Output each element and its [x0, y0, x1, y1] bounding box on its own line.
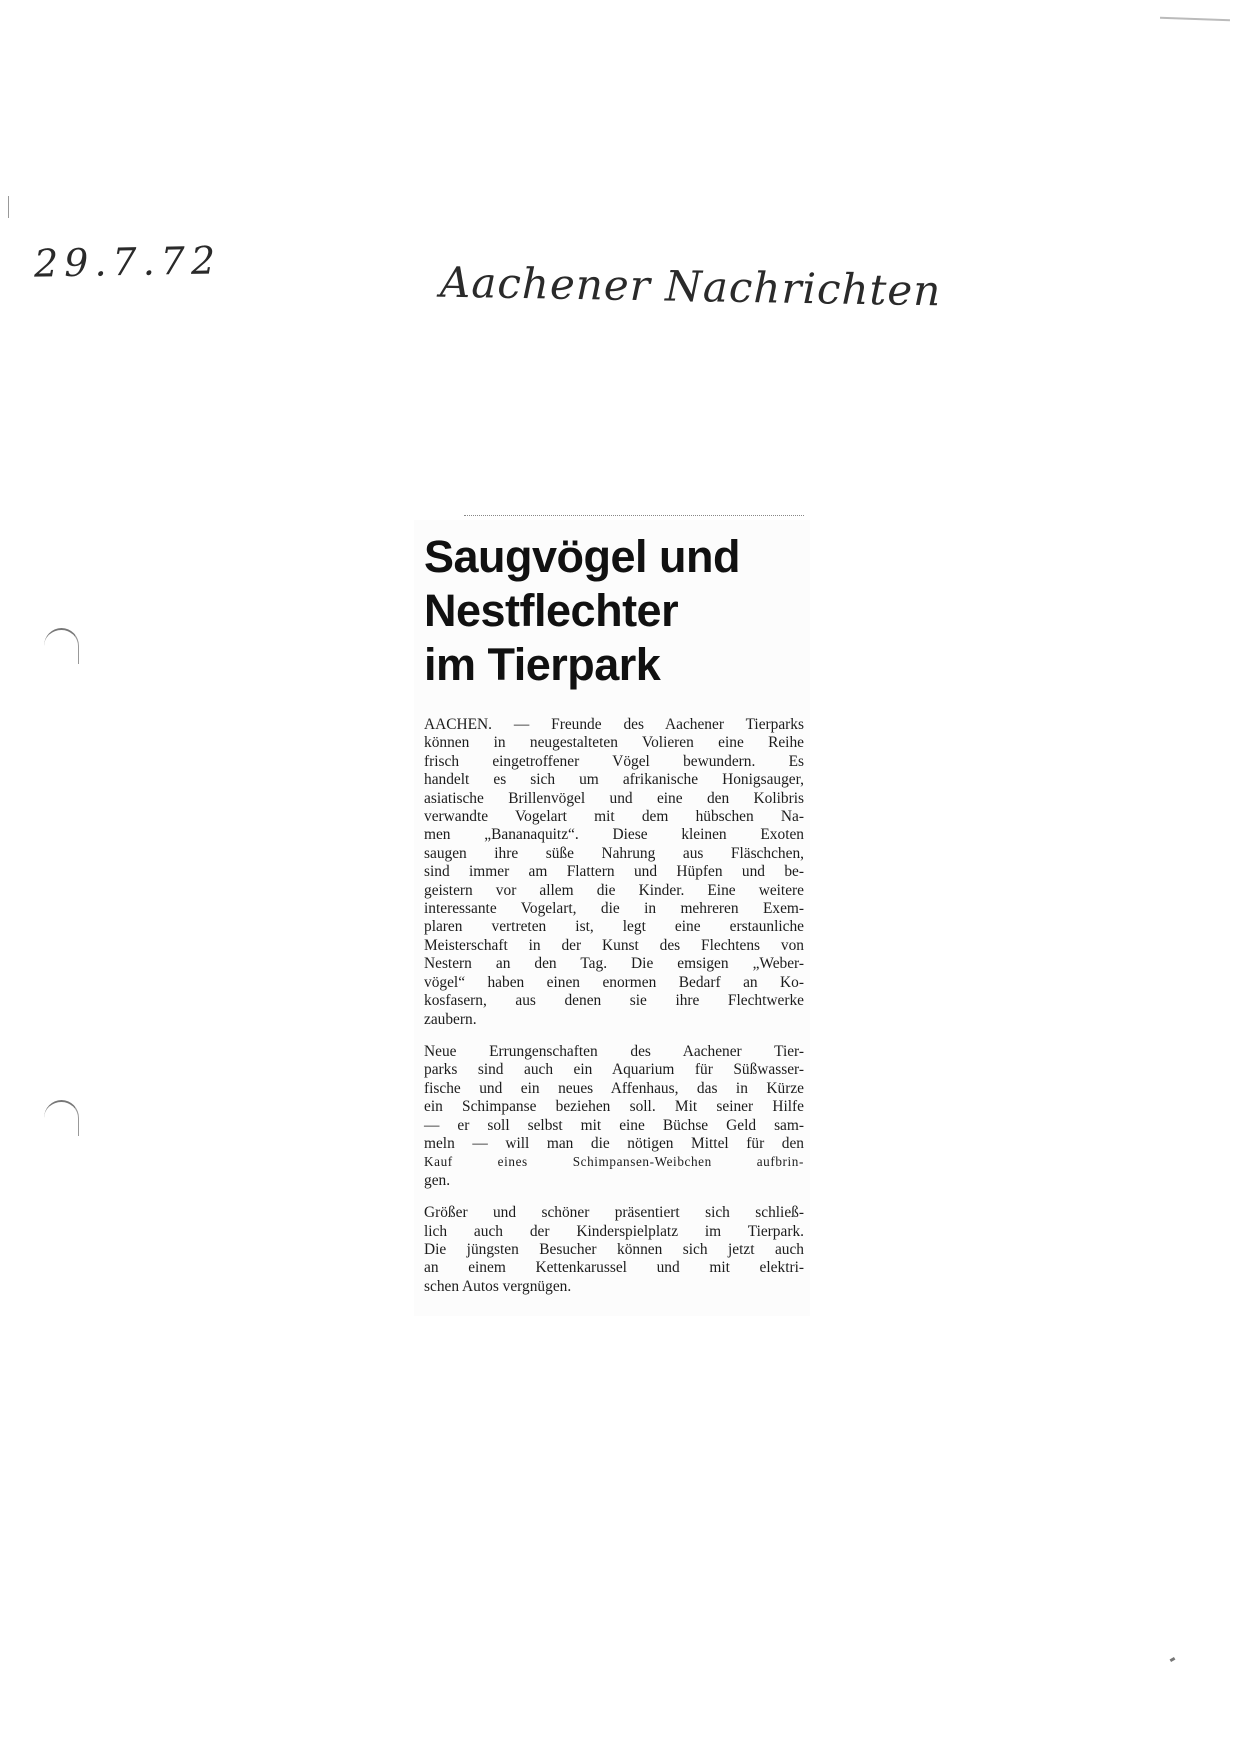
text-line: AACHEN. — Freunde des Aachener Tierparks: [424, 716, 804, 733]
text-line: asiatische Brillenvögel und eine den Kolibris: [424, 789, 804, 807]
clipping-edge: [464, 515, 804, 516]
text-line: plaren vertreten ist, legt eine erstaunliche: [424, 918, 804, 936]
text-line: Größer und schöner präsentiert sich schließ-: [424, 1204, 804, 1222]
article-headline: [424, 530, 804, 692]
text-line: Neue Errungenschaften des Aachener Tier-: [424, 1042, 804, 1060]
text-line: — er soll selbst mit eine Büchse Geld sam-: [424, 1116, 804, 1134]
punch-hole: [44, 628, 79, 664]
text-line: gen.: [424, 1171, 451, 1189]
text-line: parks sind auch ein Aquarium für Süßwasser-: [424, 1061, 804, 1079]
article-paragraph: [424, 1043, 804, 1190]
text-line: sind immer am Flattern und Hüpfen und be-: [424, 863, 804, 881]
text-line: Nestern an den Tag. Die emsigen „Weber-: [424, 955, 804, 973]
text-line: men „Bananaquitz“. Diese kleinen Exoten: [424, 826, 804, 844]
article-paragraph: [424, 1204, 804, 1296]
headline-line: Nestflechter: [424, 585, 679, 636]
text-line: ein Schimpanse beziehen soll. Mit seiner Hilfe: [424, 1098, 804, 1116]
punch-hole: [44, 1100, 79, 1136]
handwritten-date: 29.7.72: [33, 238, 222, 286]
text-line: verwandte Vogelart mit dem hübschen Na-: [424, 808, 804, 826]
text-line: vögel“ haben einen enormen Bedarf an Ko-: [424, 973, 804, 991]
scan-mark: [8, 196, 9, 218]
article-paragraph: [424, 716, 804, 1029]
newspaper-clipping: [414, 520, 810, 1316]
text-line: können in neugestalteten Volieren eine Reihe: [424, 734, 804, 752]
text-line: Kauf eines Schimpansen-Weibchen aufbrin-: [424, 1154, 804, 1170]
text-line: geistern vor allem die Kinder. Eine weitere: [424, 881, 804, 899]
article-body: [424, 716, 804, 1310]
text-line: frisch eingetroffener Vögel bewundern. Es: [424, 752, 804, 770]
text-line: lich auch der Kinderspielplatz im Tierpark.: [424, 1222, 804, 1240]
text-line: an einem Kettenkarussel und mit elektri-: [424, 1259, 804, 1277]
text-line: kosfasern, aus denen sie ihre Flechtwerke: [424, 992, 804, 1010]
scan-mark: [1160, 17, 1230, 21]
text-line: handelt es sich um afrikanische Honigsauger,: [424, 771, 804, 789]
headline-line: im Tierpark: [424, 639, 661, 690]
text-line: saugen ihre süße Nahrung aus Fläschchen,: [424, 844, 804, 862]
headline-line: Saugvögel und: [424, 531, 741, 582]
text-line: meln — will man die nötigen Mittel für den: [424, 1134, 804, 1152]
text-line: fische und ein neues Affenhaus, das in Kürze: [424, 1079, 804, 1097]
text-line: interessante Vogelart, die in mehreren Exem-: [424, 900, 804, 918]
text-line: Meisterschaft in der Kunst des Flechtens von: [424, 936, 804, 954]
handwritten-source: Aachener Nachrichten: [439, 257, 942, 316]
text-line: schen Autos vergnügen.: [424, 1277, 572, 1295]
text-line: zaubern.: [424, 1010, 477, 1028]
scan-speck: [1170, 1657, 1176, 1662]
text-line: Die jüngsten Besucher können sich jetzt auch: [424, 1240, 804, 1258]
